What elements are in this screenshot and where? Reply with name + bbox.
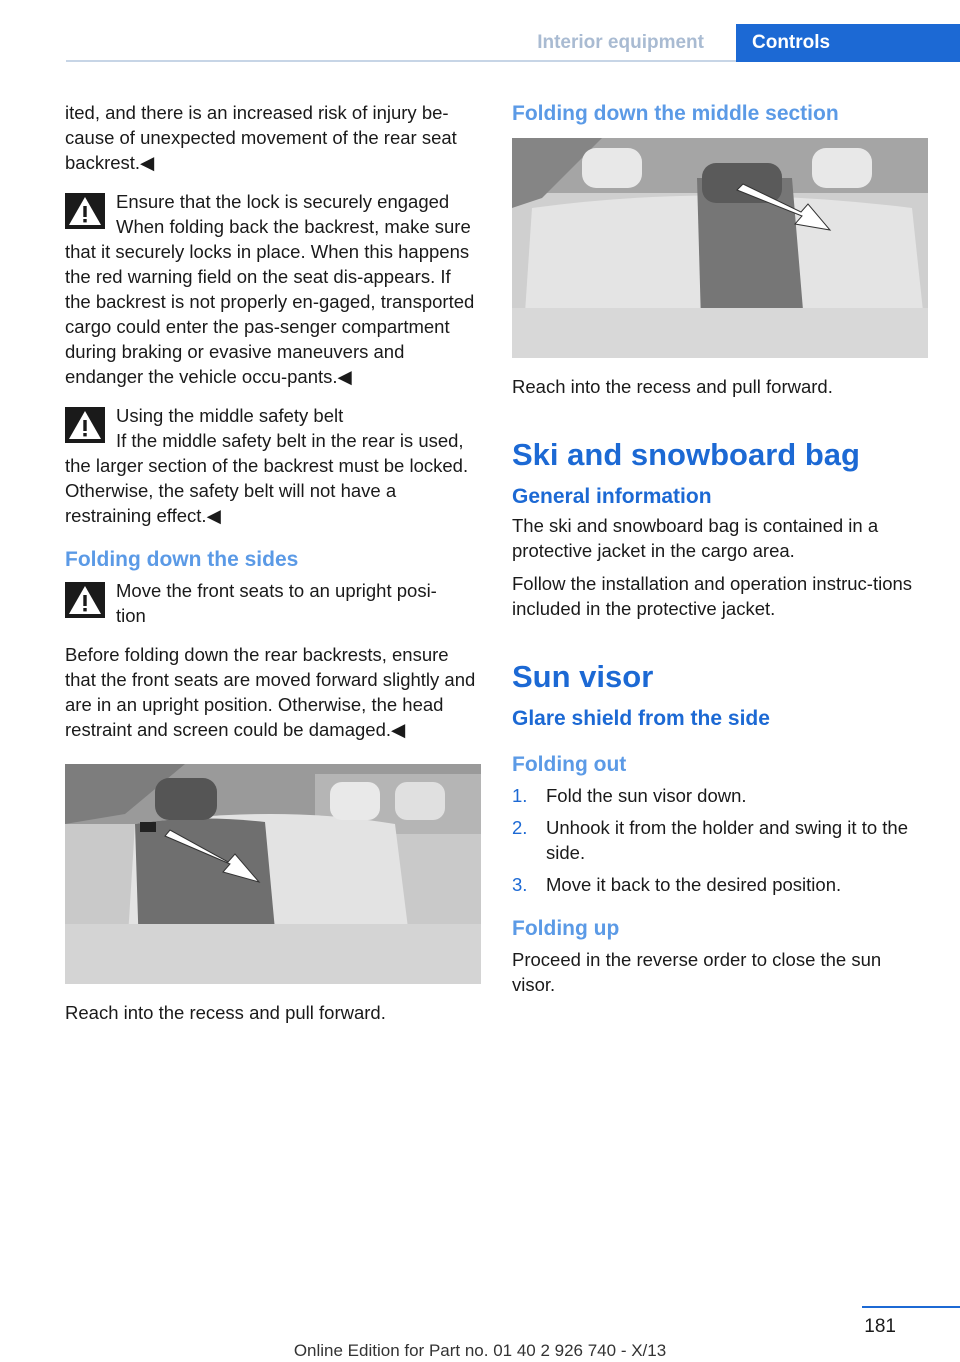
warning-title: Move the front seats to an upright posi‐tion	[116, 580, 437, 626]
seat-fold-side-photo	[65, 764, 481, 984]
page-number: 181	[864, 1316, 896, 1337]
folding-out-heading: Folding out	[512, 753, 627, 776]
folding-middle-heading: Folding down the middle section	[512, 102, 839, 125]
warning-title: Ensure that the lock is securely engaged	[116, 191, 450, 212]
folding-up-heading: Folding up	[512, 917, 620, 940]
left-column	[65, 100, 481, 1039]
edition-footer: Online Edition for Part no. 01 40 2 926 740 - X/13	[293, 1341, 667, 1360]
warning-text: When folding back the backrest, make sure that it securely locks in place. When this happens the red warning field on the seat dis‐appears. If the backrest is not properly en‐gaged, transported cargo could enter the pas‐senger compartment during braking or evasive maneuvers and endanger the vehicle occu‐pants.◀	[65, 216, 475, 387]
caption-left: Reach into the recess and pull forward.	[65, 1002, 386, 1023]
intro-paragraph: ited, and there is an increased risk of injury be‐cause of unexpected movement of the rear seat backrest.◀	[65, 102, 457, 173]
warning-lock-engaged	[65, 189, 481, 389]
list-item: 1. Fold the sun visor down.	[512, 785, 747, 806]
seat-fold-middle-photo	[512, 138, 928, 358]
caption-right: Reach into the recess and pull forward.	[512, 376, 833, 397]
right-column	[512, 100, 928, 1011]
list-item: 2. Unhook it from the holder and swing it to the side.	[512, 817, 908, 863]
warning-title: Using the middle safety belt	[116, 405, 344, 426]
sun-visor-heading: Sun visor	[512, 659, 654, 694]
folding-out-steps	[512, 783, 928, 897]
warning-triangle-icon	[65, 193, 105, 229]
general-paragraph-2: Follow the installation and operation instruc‐tions included in the protective jacket.	[512, 573, 913, 619]
list-item: 3. Move it back to the desired position.	[512, 874, 842, 895]
glare-shield-heading: Glare shield from the side	[512, 707, 770, 730]
footer-rule	[862, 1306, 960, 1308]
warning-front-seats	[65, 578, 481, 628]
general-paragraph-1: The ski and snowboard bag is contained in a protective jacket in the cargo area.	[512, 515, 879, 561]
chapter-tab[interactable]: Controls	[736, 24, 960, 62]
warning-triangle-icon	[65, 582, 105, 618]
warning-triangle-icon	[65, 407, 105, 443]
page-header	[0, 24, 960, 62]
warning-text: If the middle safety belt in the rear is used, the larger section of the backrest must be locked. Otherwise, the safety belt will not have a restraining effect.◀	[65, 430, 469, 526]
folding-up-paragraph: Proceed in the reverse order to close the sun visor.	[512, 949, 882, 995]
sides-paragraph: Before folding down the rear backrests, ensure that the front seats are moved forward slightly and are in an upright position. Otherwise, the head restraint and screen could be damaged.◀	[65, 644, 476, 740]
general-info-heading: General information	[512, 485, 712, 508]
section-tab[interactable]: Interior equipment	[537, 32, 704, 53]
ski-bag-heading: Ski and snowboard bag	[512, 437, 860, 472]
folding-sides-heading: Folding down the sides	[65, 548, 299, 571]
warning-middle-belt	[65, 403, 481, 528]
